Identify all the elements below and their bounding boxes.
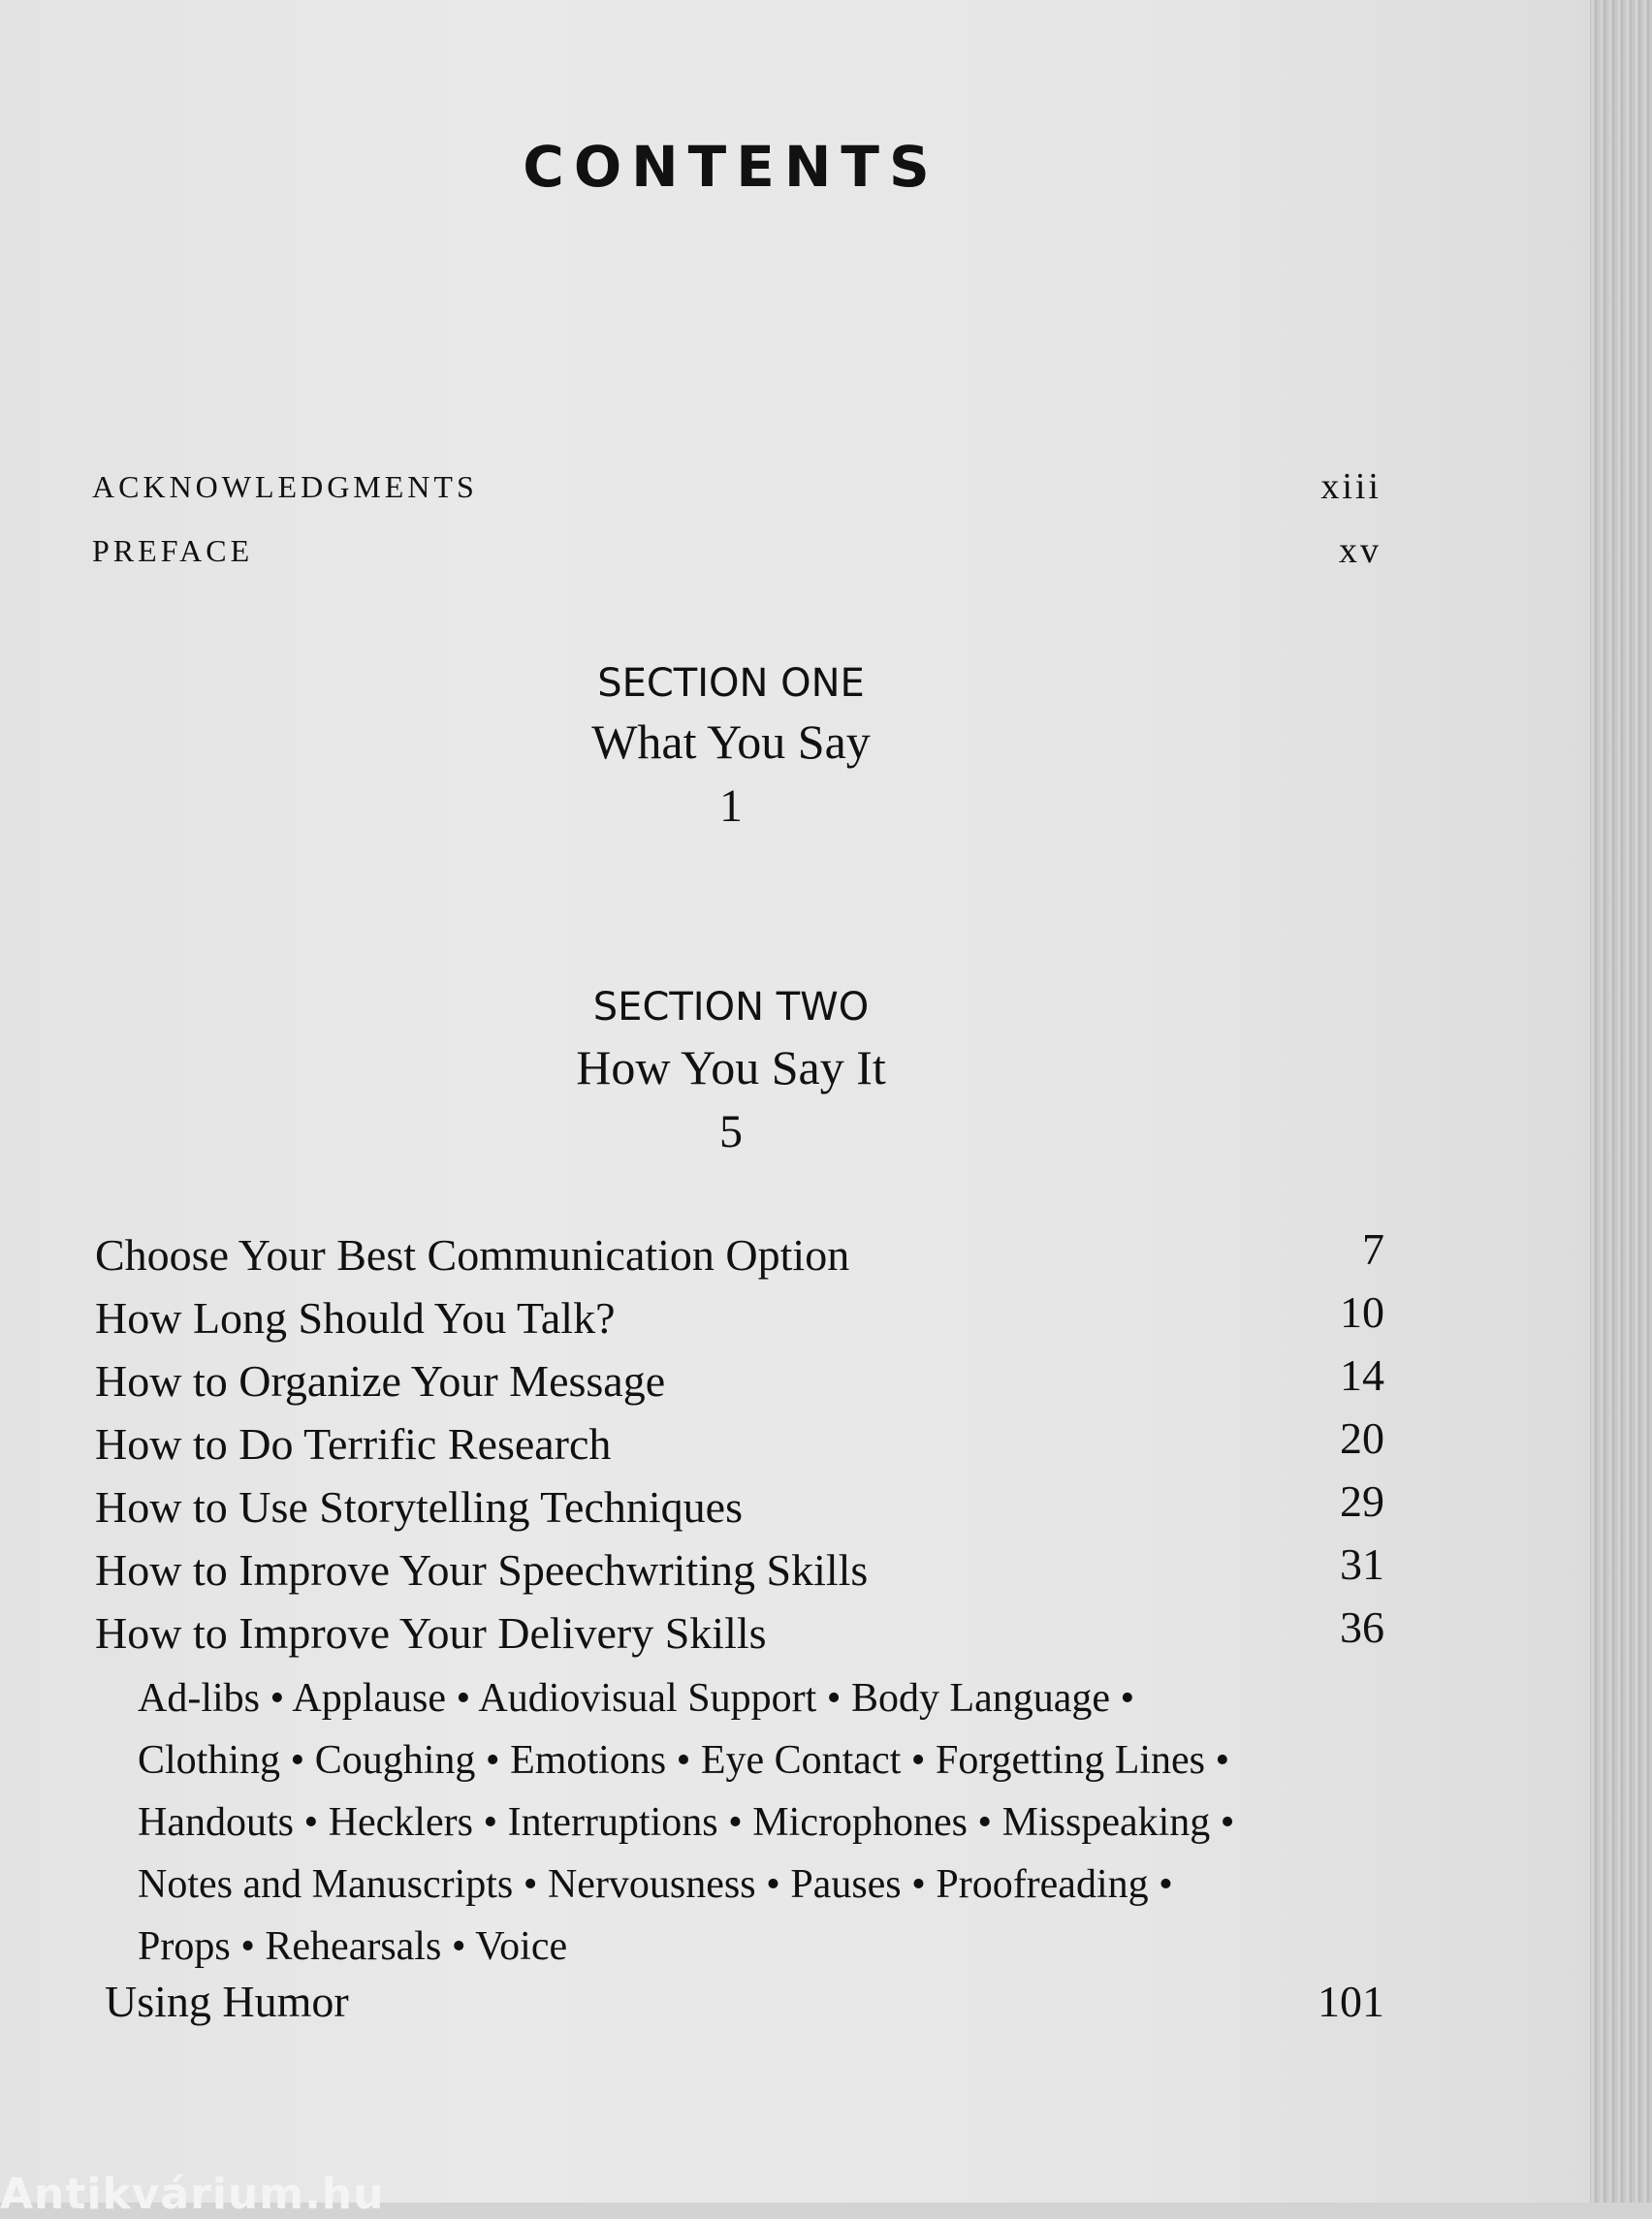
toc-entry xyxy=(95,1476,1384,1539)
toc-entry-label: How to Do Terrific Research xyxy=(95,1419,612,1469)
toc-entry-page: 36 xyxy=(1340,1602,1384,1652)
front-matter-label: PREFACE xyxy=(92,533,254,568)
toc-entry-label: How to Improve Your Speechwriting Skills xyxy=(95,1545,869,1595)
toc-entry xyxy=(95,1287,1384,1350)
front-matter-label: ACKNOWLEDGMENTS xyxy=(92,469,478,504)
section-heading: SECTION ONE xyxy=(597,661,865,706)
section-title: What You Say xyxy=(591,714,871,769)
toc-entry-label: How Long Should You Talk? xyxy=(95,1293,616,1343)
toc-entry-page: 31 xyxy=(1340,1539,1384,1589)
toc-entry-page: 29 xyxy=(1340,1476,1384,1526)
toc-entry xyxy=(95,1413,1384,1476)
front-matter-page: xiii xyxy=(1320,466,1382,507)
toc-entry-page: 14 xyxy=(1340,1350,1384,1400)
toc-entry-page: 7 xyxy=(1362,1224,1384,1274)
section-title: How You Say It xyxy=(576,1040,886,1094)
toc-entry-label: How to Use Storytelling Techniques xyxy=(95,1482,743,1532)
section-heading: SECTION TWO xyxy=(592,985,870,1030)
toc-entry-label: How to Improve Your Delivery Skills xyxy=(95,1608,767,1658)
section-page-number: 5 xyxy=(719,1106,743,1157)
delivery-topics-line: Clothing • Coughing • Emotions • Eye Contact • Forgetting Lines • xyxy=(138,1738,1230,1783)
delivery-topics-list xyxy=(138,1667,1388,1978)
toc-entry-label: Using Humor xyxy=(105,1977,349,2026)
page-stack-edge xyxy=(1590,0,1652,2203)
toc-entry xyxy=(95,1602,1384,1665)
toc-entry-label: How to Organize Your Message xyxy=(95,1356,666,1406)
section-page-number: 1 xyxy=(719,780,743,832)
front-matter-page: xv xyxy=(1339,530,1382,571)
delivery-topics-line: Props • Rehearsals • Voice xyxy=(138,1924,568,1969)
delivery-topics-line: Handouts • Hecklers • Interruptions • Microphones • Misspeaking • xyxy=(138,1800,1235,1845)
delivery-topics-line: Ad-libs • Applause • Audiovisual Support • Body Language • xyxy=(138,1676,1135,1721)
watermark: Antikvárium.hu xyxy=(0,2170,385,2219)
front-matter-row xyxy=(0,529,1382,578)
toc-entry xyxy=(105,1976,1384,2034)
front-matter-row xyxy=(0,465,1382,514)
toc-entry-page: 101 xyxy=(1318,1977,1384,2026)
toc-entry xyxy=(95,1224,1384,1287)
toc-entry-label: Choose Your Best Communication Option xyxy=(95,1230,850,1280)
toc-entry xyxy=(95,1350,1384,1413)
toc-entry-page: 10 xyxy=(1340,1287,1384,1337)
delivery-topics-line: Notes and Manuscripts • Nervousness • Pauses • Proofreading • xyxy=(138,1862,1173,1907)
toc-entry xyxy=(95,1539,1384,1602)
toc-entry-page: 20 xyxy=(1340,1413,1384,1463)
page-title: CONTENTS xyxy=(523,134,939,200)
